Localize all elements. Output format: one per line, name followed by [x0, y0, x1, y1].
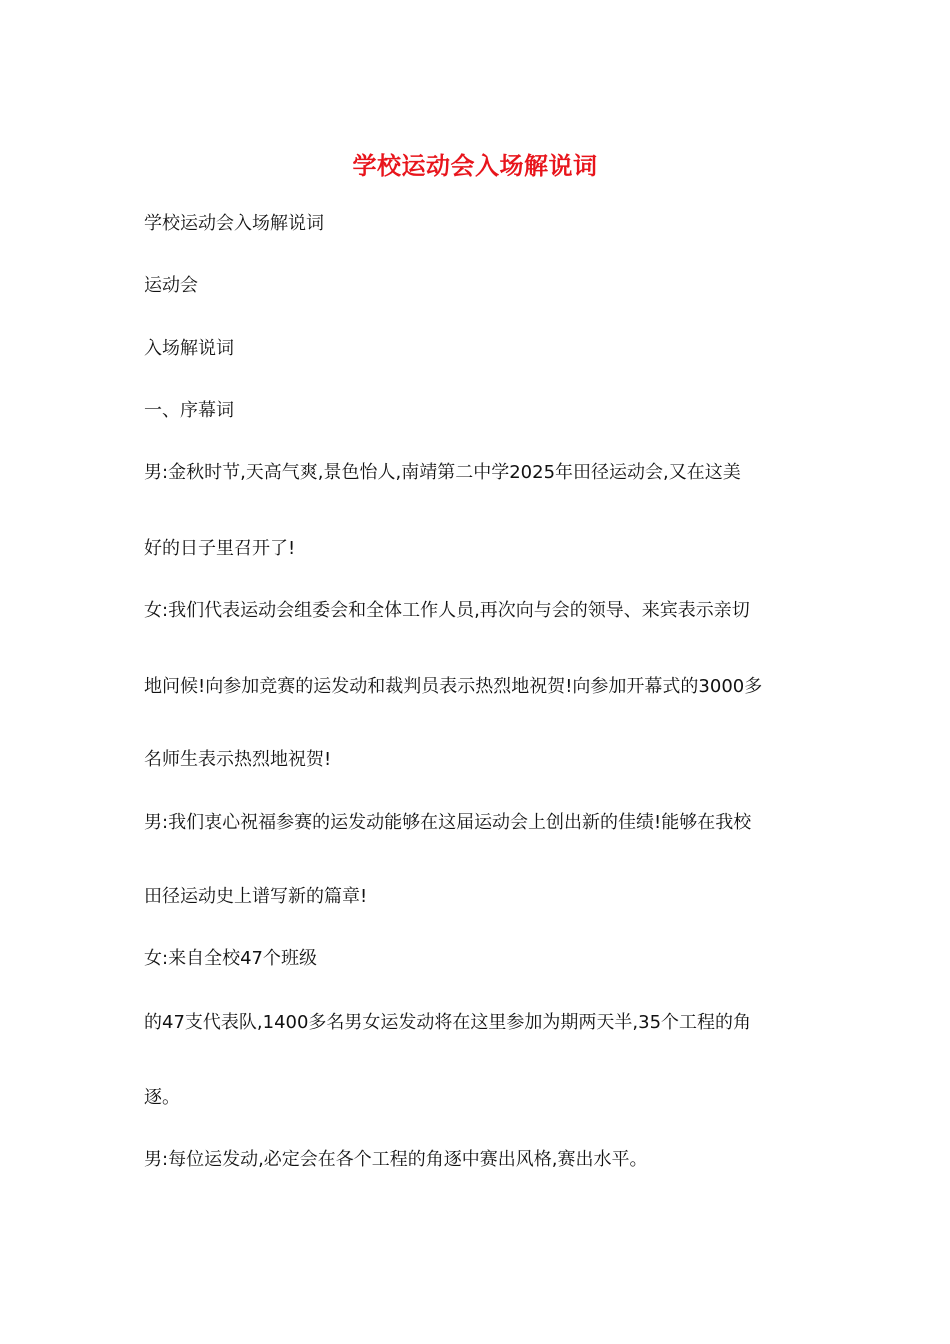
text-line: 入场解说词 — [144, 338, 234, 359]
section-heading: 一、序幕词 — [144, 400, 234, 421]
text-line: 学校运动会入场解说词 — [144, 213, 324, 234]
text-line: 的47支代表队,1400多名男女运发动将在这里参加为期两天半,35个工程的角 — [144, 1012, 752, 1033]
text-line: 好的日子里召开了! — [144, 538, 296, 559]
text-line: 名师生表示热烈地祝贺! — [144, 749, 332, 770]
text-line: 运动会 — [144, 275, 198, 296]
text-line: 男:我们衷心祝福参赛的运发动能够在这届运动会上创出新的佳绩!能够在我校 — [144, 812, 752, 833]
text-line: 男:金秋时节,天高气爽,景色怡人,南靖第二中学2025年田径运动会,又在这美 — [144, 462, 741, 483]
text-line: 田径运动史上谱写新的篇章! — [144, 886, 368, 907]
text-line: 逐。 — [144, 1087, 180, 1108]
text-line: 男:每位运发动,必定会在各个工程的角逐中赛出风格,赛出水平。 — [144, 1149, 648, 1170]
text-line: 女:我们代表运动会组委会和全体工作人员,再次向与会的领导、来宾表示亲切 — [144, 600, 750, 621]
text-line: 地问候!向参加竞赛的运发动和裁判员表示热烈地祝贺!向参加开幕式的3000多 — [144, 676, 763, 697]
text-line: 女:来自全校47个班级 — [144, 948, 317, 969]
document-title: 学校运动会入场解说词 — [352, 152, 598, 180]
